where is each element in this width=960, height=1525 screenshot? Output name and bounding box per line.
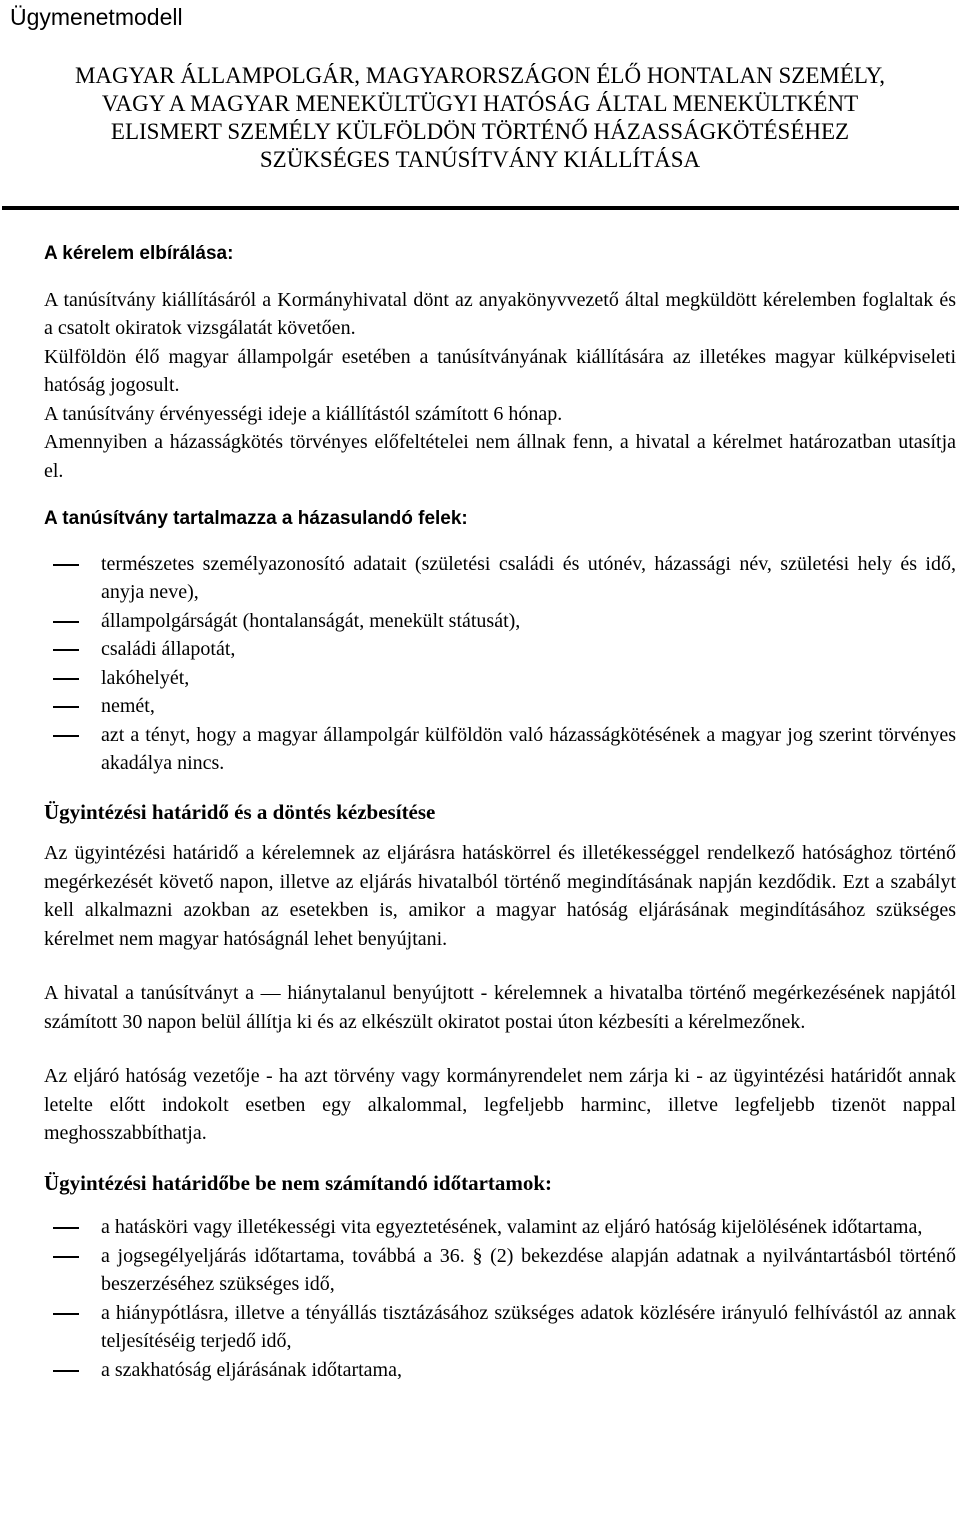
content-list xyxy=(44,550,956,778)
section-heading: Ügyintézési határidő és a döntés kézbesítése xyxy=(44,799,436,824)
title-line: SZÜKSÉGES TANÚSÍTVÁNY KIÁLLÍTÁSA xyxy=(259,147,701,172)
paragraph: A hivatal a tanúsítványt a — hiánytalanul benyújtott - kérelemnek a hivatalba történő megérkezésének napjától számított 30 napon belül állítja ki és az elkészült okiratot postai úton kézbesíti a kérelmezőnek. xyxy=(44,982,956,1033)
paragraph: Az eljáró hatóság vezetője - ha azt törvény vagy kormányrendelet nem zárja ki - az ügyintézési határidőt annak letelte előtt indokolt esetben egy alkalommal, legfeljebb harminc, illetve legfeljebb tizenöt nappal meghosszabbíthatja. xyxy=(44,1065,956,1144)
excluded-periods-list xyxy=(44,1213,956,1384)
section-hatarido xyxy=(44,798,956,1148)
document-body xyxy=(44,240,956,1384)
title-divider xyxy=(2,206,959,210)
paragraph: Amennyiben a házasságkötés törvényes előfeltételei nem állnak fenn, a hivatal a kérelmet határozatban utasítja el. xyxy=(44,431,956,482)
list-item: a szakhatóság eljárásának időtartama, xyxy=(44,1356,956,1385)
list-item: a jogsegélyeljárás időtartama, továbbá a 36. § (2) bekezdése alapján adatnak a nyilvántartásból történő beszerzéséhez szükséges idő, xyxy=(44,1242,956,1299)
title-line: MAGYAR ÁLLAMPOLGÁR, MAGYARORSZÁGON ÉLŐ HONTALAN SZEMÉLY, xyxy=(74,63,886,88)
section-elbiralas xyxy=(44,240,956,485)
list-item: állampolgárságát (hontalanságát, menekült státusát), xyxy=(44,607,956,636)
section-heading: A tanúsítvány tartalmazza a házasulandó felek: xyxy=(44,508,468,529)
paragraph: Külföldön élő magyar állampolgár esetében a tanúsítványának kiállítására az illetékes magyar külképviseleti hatóság jogosult. xyxy=(44,345,956,396)
section-nem-szamitando xyxy=(44,1169,956,1385)
document-type-label: Ügymenetmodell xyxy=(10,4,183,30)
page-title xyxy=(0,62,960,174)
list-item: a hatásköri vagy illetékességi vita egyeztetésének, valamint az eljáró hatóság kijelölésének időtartama, xyxy=(44,1213,956,1242)
section-tartalom xyxy=(44,505,956,778)
list-item: lakóhelyét, xyxy=(44,664,956,693)
title-line: VAGY A MAGYAR MENEKÜLTÜGYI HATÓSÁG ÁLTAL MENEKÜLTKÉNT xyxy=(101,91,859,116)
section-heading: A kérelem elbírálása: xyxy=(44,243,234,264)
paragraph: Az ügyintézési határidő a kérelemnek az eljárásra hatáskörrel és illetékességgel rendelkező hatósághoz történő megérkezését követő napon, illetve az eljárás hivatalból történő megindításának napján kezdődik. Ezt a szabályt kell alkalmazni azokban az esetekben is, amikor a magyar hatóság eljárásának megindításához szükséges kérelmet nem magyar hatóságnál lehet benyújtani. xyxy=(44,842,956,950)
list-item: családi állapotát, xyxy=(44,635,956,664)
list-item: nemét, xyxy=(44,692,956,721)
section-heading: Ügyintézési határidőbe be nem számítandó időtartamok: xyxy=(44,1170,553,1195)
list-item: természetes személyazonosító adatait (születési családi és utónév, házassági név, születési hely és idő, anyja neve), xyxy=(44,550,956,607)
title-line: ELISMERT SZEMÉLY KÜLFÖLDÖN TÖRTÉNŐ HÁZASSÁGKÖTÉSÉHEZ xyxy=(110,119,850,144)
list-item: azt a tényt, hogy a magyar állampolgár külföldön való házasságkötésének a magyar jog szerint törvényes akadálya nincs. xyxy=(44,721,956,778)
paragraph: A tanúsítvány érvényességi ideje a kiállítástól számított 6 hónap. xyxy=(44,402,563,425)
list-item: a hiánypótlásra, illetve a tényállás tisztázásához szükséges adatok közlésére irányuló felhívástól az annak teljesítéséig terjedő idő, xyxy=(44,1299,956,1356)
paragraph: A tanúsítvány kiállításáról a Kormányhivatal dönt az anyakönyvvezető által megküldött kérelemben foglaltak és a csatolt okiratok vizsgálatát követően. xyxy=(44,288,956,339)
